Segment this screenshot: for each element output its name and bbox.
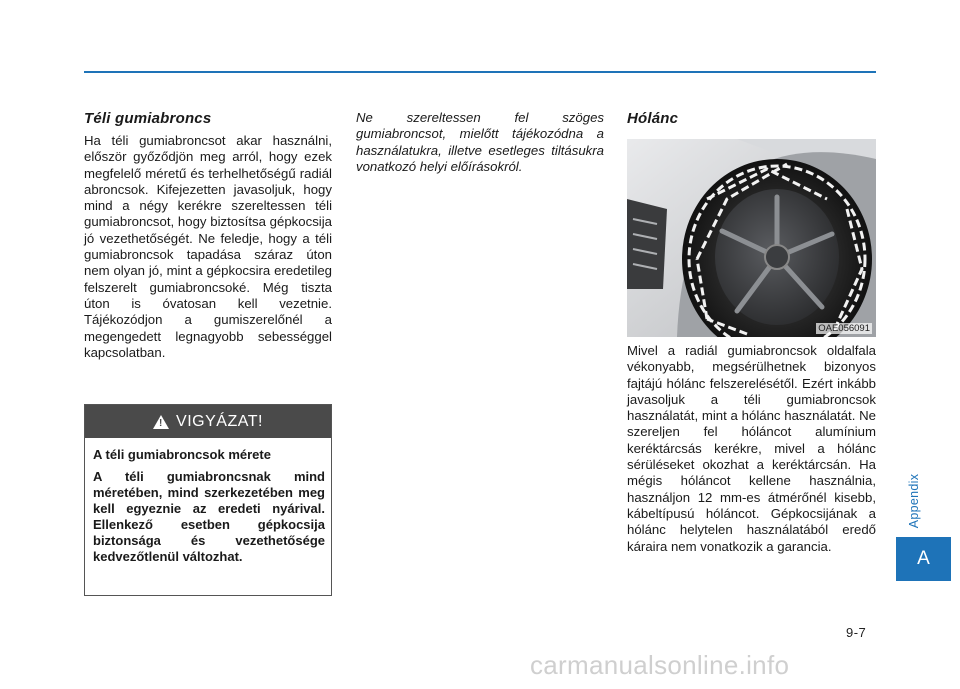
snow-chain-illustration [627, 139, 876, 337]
paragraph-snow-chains: Mivel a radiál gumiabroncsok oldalfala vékonyabb, megsérülhetnek bizonyos fajtájú hólánc felszerelésétől. Ezért inkább javasoljuk a téli gumiabroncsok használatát, mint a hólánc használatát. Ne szereljen fel hóláncot alumínium keréktárcsás kerékre, mivel a hólánc sérüléseket okozhat a keréktárcsán. Ha mégis hóláncot kellene használnia, használjon 12 mm-es átmérőnél kisebb, kábeltípusú hóláncot. Gépkocsijának a hólánc helytelen használatából eredő káraira nem vonatkozik a garancia. [627, 343, 876, 554]
section-tab[interactable]: A [896, 537, 951, 581]
paragraph-winter-tyres: Ha téli gumiabroncsot akar használni, először győződjön meg arról, hogy ezek megfelelő méretű és terhelhetőségű radiál abroncsok. Kifejezetten javasoljuk, hogy mind a négy kerékre szereltessen téli gumiabroncsot, hogy biztosítsa gépkocsija jó vezethetőségét. Ne feledje, hogy a téli gumiabroncsok tapadása száraz úton nem olyan jó, mint a gépkocsira eredetileg felszerelt gumiabroncsoké. Még tiszta úton is óvatosan kell vezetnie. Tájékozódjon a gumiszerelőnél a megengedett legnagyobb sebességgel kapcsolatban. [84, 133, 332, 360]
warning-title: A téli gumiabroncsok mérete [93, 447, 271, 462]
warning-box [84, 404, 332, 596]
appendix-side-label [904, 468, 924, 534]
column-studded-tyres [356, 110, 604, 175]
section-heading-snow-chains: Hólánc [627, 110, 679, 127]
page-number: 9-7 [846, 625, 867, 640]
section-heading-winter-tyres: Téli gumiabroncs [84, 110, 212, 127]
column-snow-chains-body [627, 343, 876, 555]
column-winter-tyres [84, 110, 332, 361]
top-rule [84, 71, 876, 73]
warning-text: A téli gumiabroncsnak mind méretében, mind szerkezetében meg kell egyeznie az eredeti nyárival. Ellenkező esetben gépkocsija biztonsága és vezethetősége kedvezőtlenül változhat. [93, 469, 325, 564]
column-snow-chains-heading [627, 110, 875, 133]
warning-triangle-icon: ! [153, 415, 169, 429]
appendix-label-text: Appendix [907, 473, 921, 529]
snow-chain-photo [627, 139, 876, 337]
image-reference-code: OAE056091 [818, 323, 870, 334]
warning-body [85, 438, 331, 565]
warning-header-label: VIGYÁZAT! [176, 412, 263, 430]
watermark-footer: carmanualsonline.info [530, 650, 790, 680]
warning-header [85, 405, 331, 438]
paragraph-studded-tyres: Ne szereltessen fel szöges gumiabroncsot, mielőtt tájékozódna a használatukra, illetve esetleges tiltásukra vonatkozó helyi előírásokról. [356, 110, 604, 174]
